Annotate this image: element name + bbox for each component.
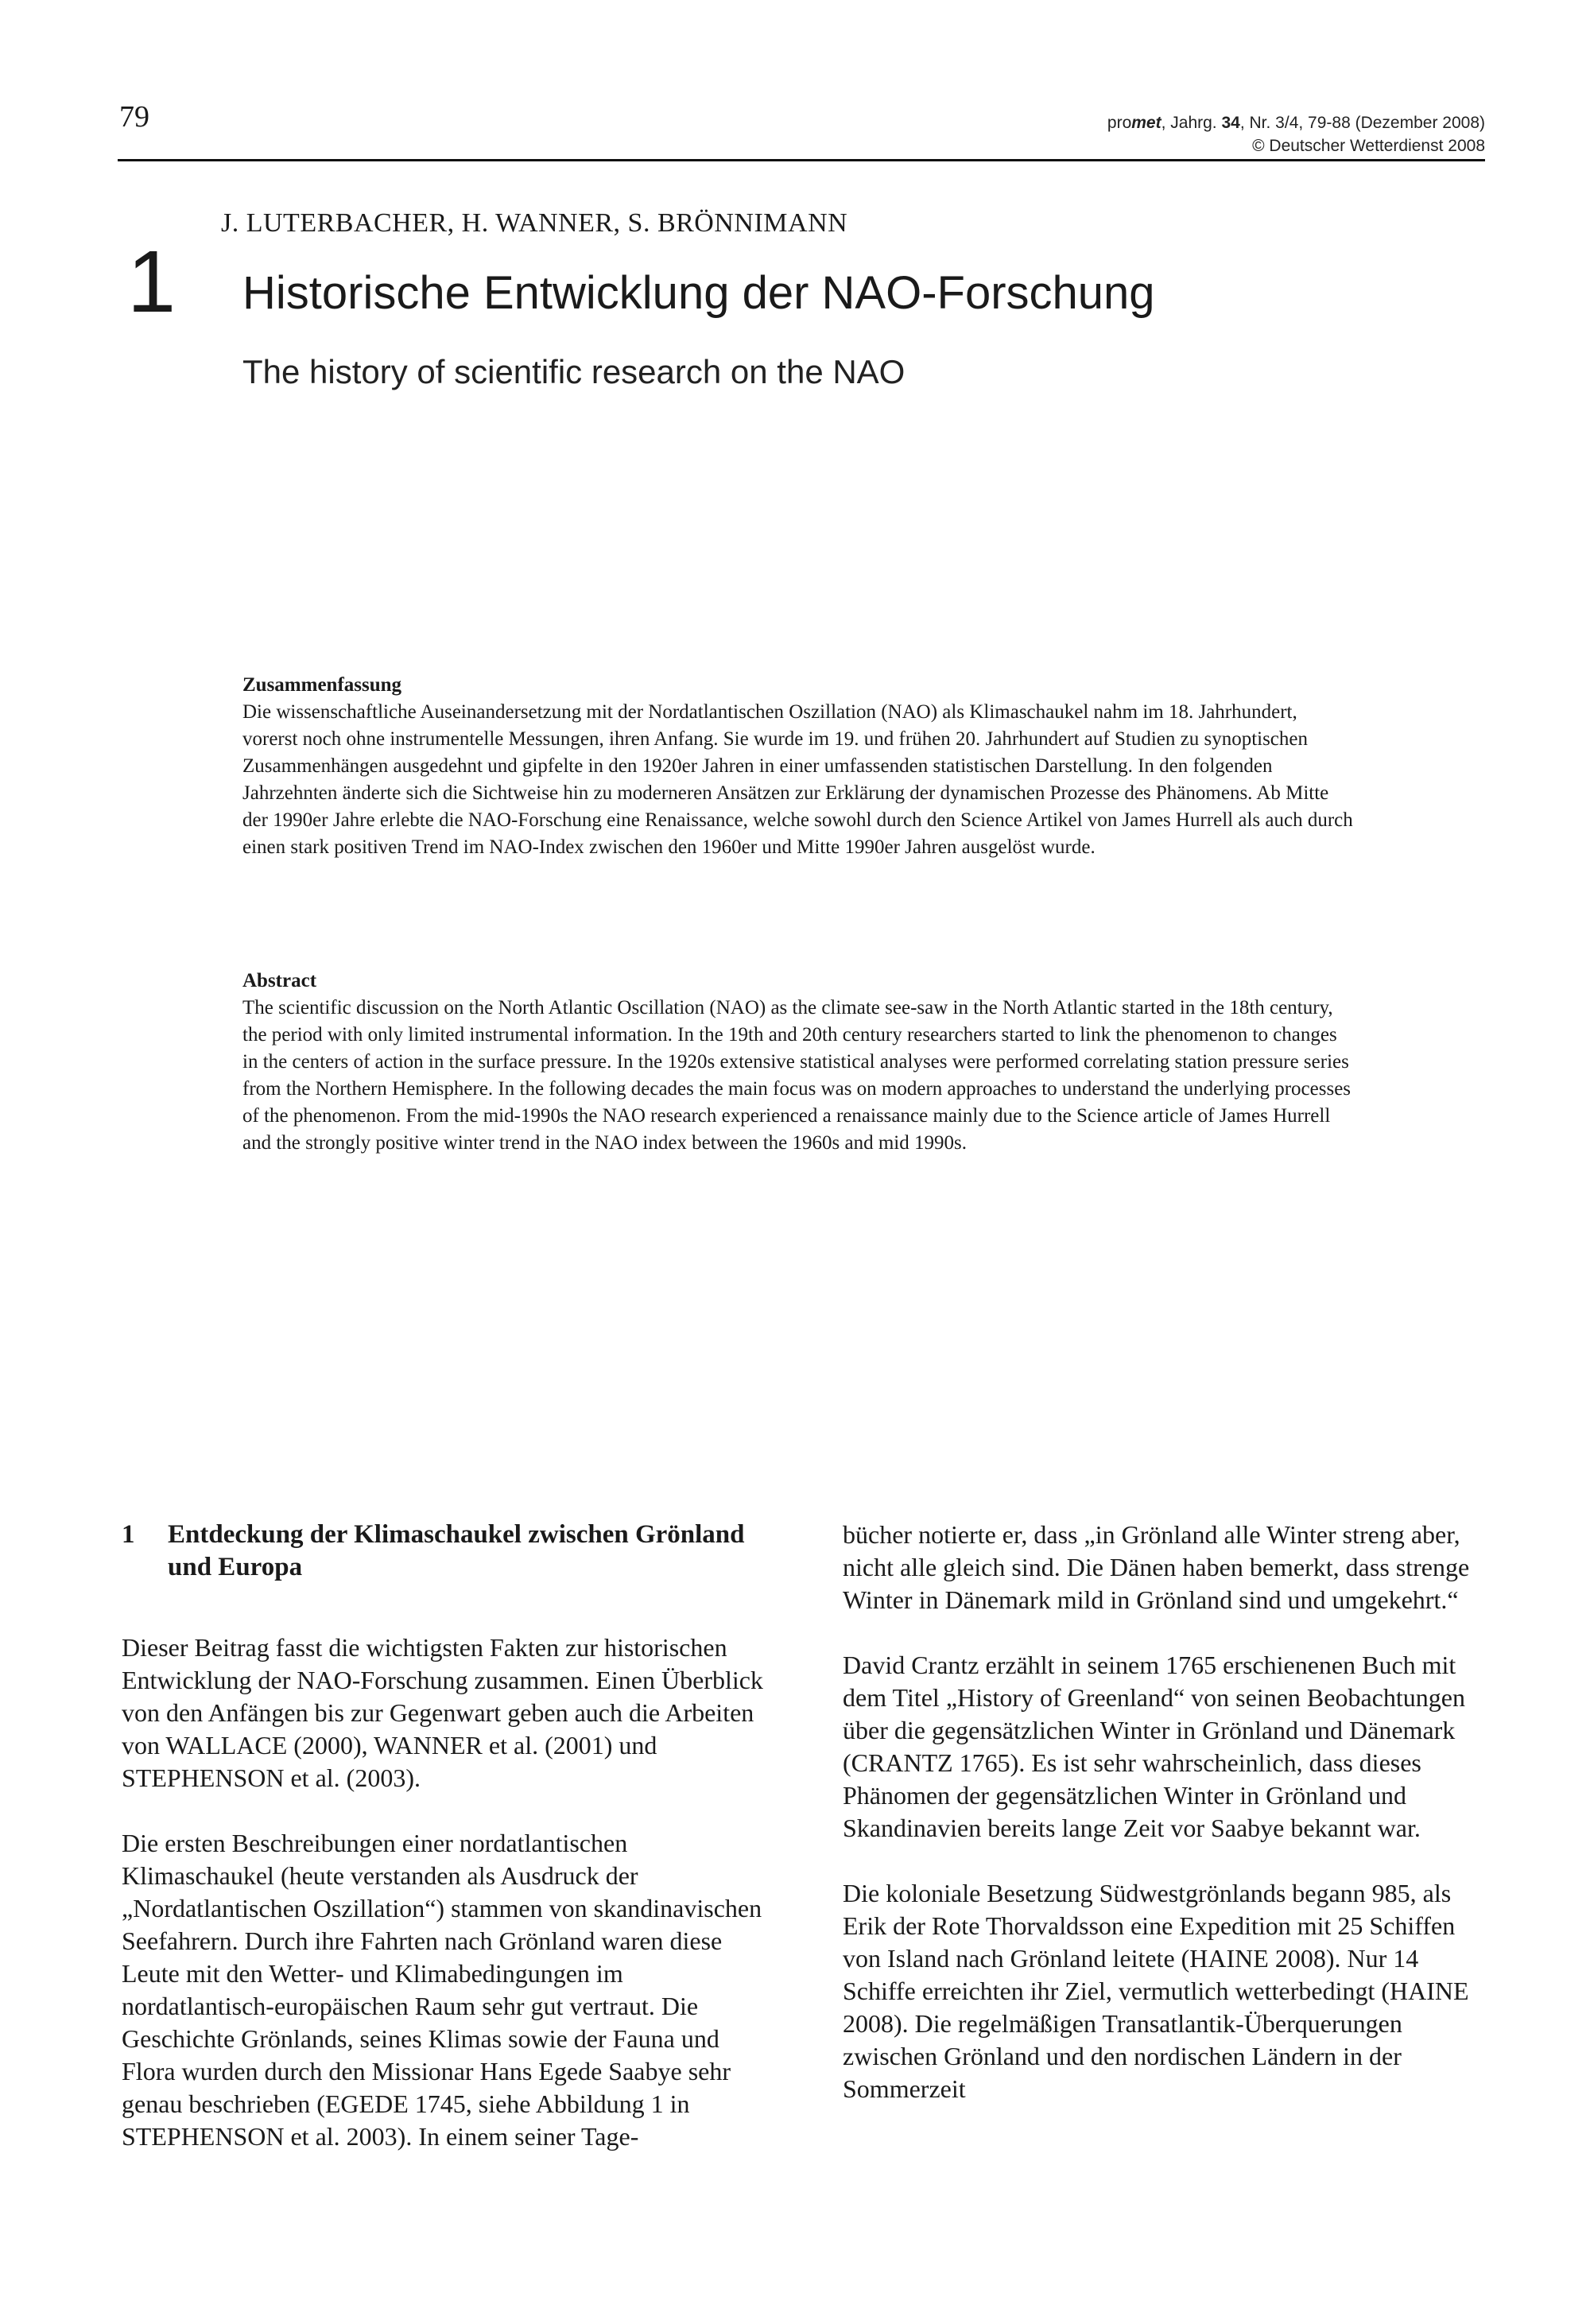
summary-block [242,672,1355,861]
body-column-right [843,1519,1495,2138]
section-number: 1 [122,1520,135,1549]
paragraph: bücher notierte er, dass „in Grönland alle Winter streng aber, nicht alle gleich sind. Die Dänen haben bemerkt, dass strenge Winter in Dänemark mild in Grönland sind und umgekehrt.“ [843,1520,1470,1614]
copyright-line: © Deutscher Wetterdienst 2008 [1252,137,1485,155]
abstract-text: The scientific discussion on the North Atlantic Oscillation (NAO) as the climate see-saw in the North Atlantic started in the 18th century, the period with only limited instrumental information. In the 19th and 20th century researchers started to link the phenomenon to changes in the centers of action in the surface pressure. In the 1920s extensive statistical analyses were performed correlating station pressure series from the Northern Hemisphere. In the following decades the main focus was on modern approaches to understand the underlying processes of the phenomenon. From the mid-1990s the NAO research experienced a renaissance mainly due to the Science article of James Hurrell and the strongly positive winter trend in the NAO index between the 1960s and mid 1990s. [242,997,1352,1154]
journal-issue: , Nr. 3/4, 79-88 (Dezember 2008) [1239,114,1485,132]
running-head [770,111,1485,157]
abstract-heading: Abstract [242,970,317,991]
journal-volume: 34 [1221,114,1240,132]
paragraph: Die ersten Beschreibungen einer nordatlantischen Klimaschaukel (heute verstanden als Ausdruck der „Nordatlantischen Oszillation“) stammen von skandinavischen Seefahrern. Durch ihre Fahrten nach Grönland waren diese Leute mit den Wetter- und Klimabedingungen im nordatlantisch-europäischen Raum sehr gut vertraut. Die Geschichte Grönlands, seines Klimas sowie der Fauna und Flora wurden durch den Missionar Hans Egede Saabye sehr genau beschrieben (EGEDE 1745, siehe Abbildung 1 in STEPHENSON et al. 2003). In einem seiner Tage- [122,1829,762,2151]
summary-text: Die wissenschaftliche Auseinandersetzung mit der Nordatlantischen Oszillation (NAO) als Klimaschaukel nahm im 18. Jahrhundert, vorerst noch ohne instrumentelle Messungen, ihren Anfang. Sie wurde im 19. und frühen 20. Jahrhundert auf Studien zu synoptischen Zusammenhängen ausgedehnt und gipfelte in den 1920er Jahren in einer umfassenden statistischen Darstellung. In den folgenden Jahrzehnten änderte sich die Sichtweise hin zu moderneren Ansätzen zur Erklärung der dynamischen Prozesse des Phänomens. Ab Mitte der 1990er Jahre erlebte die NAO-Forschung eine Renaissance, welche sowohl durch den Science Artikel von James Hurrell als auch durch einen stark positiven Trend im NAO-Index zwischen den 1960er und Mitte 1990er Jahren ausgelöst wurde. [242,701,1353,858]
paragraph: Dieser Beitrag fasst die wichtigsten Fakten zur historischen Entwicklung der NAO-Forschung zusammen. Einen Überblick von den Anfängen bis zur Gegenwart geben auch die Arbeiten von WALLACE (2000), WANNER et al. (2001) und STEPHENSON et al. (2003). [122,1633,763,1792]
journal-citation [770,111,1485,134]
page-number: 79 [119,100,149,134]
journal-jahrg: , Jahrg. [1161,114,1222,132]
title-english: The history of scientific research on the NAO [242,353,906,390]
journal-name-emph: met [1131,114,1161,132]
header-rule [118,159,1485,161]
summary-heading: Zusammenfassung [242,674,402,696]
authors: J. LUTERBACHER, H. WANNER, S. BRÖNNIMANN [221,208,848,238]
paragraph: Die koloniale Besetzung Südwestgrönlands begann 985, als Erik der Rote Thorvaldsson eine Expedition mit 25 Schiffen von Island nach Grönland leitete (HAINE 2008). Nur 14 Schiffe erreichten ihr Ziel, vermutlich wetterbedingt (HAINE 2008). Die regelmäßigen Transatlantik-Überquerungen zwischen Grönland und den nordischen Ländern in der Sommerzeit [843,1879,1469,2103]
section-heading [122,1519,774,1584]
journal-name-prefix: pro [1107,114,1132,132]
abstract-block [242,968,1355,1157]
section-title: Entdeckung der Klimaschaukel zwischen Grönland und Europa [168,1520,745,1581]
paragraph: David Crantz erzählt in seinem 1765 erschienenen Buch mit dem Titel „History of Greenland“ von seinen Beobachtungen über die gegensätzlichen Winter in Grönland und Dänemark (CRANTZ 1765). Es ist sehr wahrscheinlich, dass dieses Phänomen der gegensätzlichen Winter in Grönland und Skandinavien bereits lange Zeit vor Saabye bekannt war. [843,1651,1465,1842]
title-german: Historische Entwicklung der NAO-Forschung [242,267,1155,319]
body-column-left [122,1519,774,2186]
chapter-number: 1 [127,233,176,331]
